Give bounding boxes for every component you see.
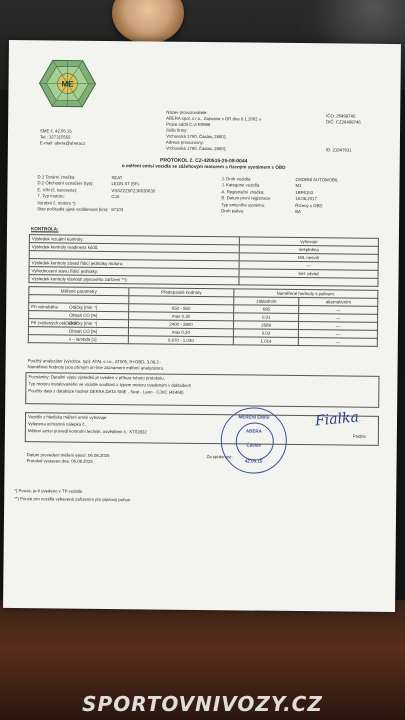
vehicle-field-value: BA <box>295 208 301 215</box>
verdict-line-1: Vozidlo z hlediska měření emisí vyhovuje <box>28 414 107 421</box>
vehicle-field-value: M1 <box>295 183 302 189</box>
control-label: Výsledek kontroly readiness kódů: <box>29 243 239 253</box>
vehicle-field-label: Výrobní č. motoru *): <box>37 199 77 206</box>
group-label: Při volnoběhu <box>31 303 59 309</box>
vehicle-field-value: 87103 <box>111 207 124 213</box>
control-value: --- <box>239 261 378 270</box>
remarks-line-1: Poznámky: Detailní výpis výsledků je uveden v příloze tohoto protokolu. <box>28 374 165 381</box>
vehicle-field-value: CJX <box>111 194 120 200</box>
provider-dic: DIČ: CZ26498745 <box>326 119 361 125</box>
control-value: nesplněno <box>239 245 378 254</box>
seat-label: Sídlo firmy: <box>166 127 188 133</box>
handwritten-signature: Fialka <box>314 409 360 430</box>
control-value <box>239 277 378 286</box>
vehicle-field-value: LEON ST (5F) <box>111 181 139 187</box>
protocol-title: PROTOKOL č. CZ-420515-25-08-0044 <box>160 157 248 165</box>
office-label: Adresa provozovny: <box>165 139 204 146</box>
official-stamp: MĚŘENÍ EMISÍ ABERA Čáslav 42.05.15 <box>220 407 287 474</box>
vehicle-field-label: Typ emisního systému: <box>221 201 266 208</box>
parameter-name: λ – lambda [1] <box>68 336 97 342</box>
vehicle-field-label: 7. Typ motoru: <box>37 193 65 199</box>
prescribed-value: max 0.20 <box>128 328 233 337</box>
parameter-name: Otáčky [min⁻¹] <box>69 320 98 326</box>
control-label: Výsledek kontroly závad řídicí jednotky motoru: <box>29 259 239 269</box>
office-address: Vrchovská 1760, Čáslav, 28601 <box>165 145 227 152</box>
footnote-1: *) Pouze, je-li uvedeno v TP vozidla <box>14 488 82 494</box>
remarks-line-3: Použity data z databáze hodnot DEKRA DATA SME - Seat - Leon - CJXC (41468) <box>28 388 184 395</box>
svg-text:ME: ME <box>61 79 74 89</box>
prescribed-value: 0.970 - 1.030 <box>128 336 233 345</box>
measured-alt-value: --- <box>299 322 378 331</box>
prescribed-value: 650 - 850 <box>129 304 234 313</box>
protocol-subtitle: o měření emisí vozidla se zážehovým motorem s řízeným systémem s OBD <box>121 163 286 170</box>
provider-label: Název provozovatele: <box>166 109 208 116</box>
emission-protocol-document <box>3 40 401 612</box>
emission-logo-icon <box>38 58 97 109</box>
analyzer-line: Použitý analyzátor (výrobce, typ): ATAL s.r.o., AT505, R+OBD, 3.08.3 - <box>27 358 162 365</box>
footnote-2: **) Pouze pro vozidla vybavená zařízením pro plynový pohon <box>14 496 131 503</box>
measured-base-value: 1.014 <box>233 337 298 346</box>
control-heading: KONTROLA: <box>30 226 59 232</box>
measured-base-value: 0.02 <box>233 329 298 338</box>
header-alt-fuel: alternativním <box>299 298 378 307</box>
measured-alt-value: --- <box>299 338 378 347</box>
remarks-line-2: Typ motoru instalovaného ve vozidle souhlasí s typem motoru uvedeným v dokladech <box>28 381 192 388</box>
measured-alt-value: --- <box>299 314 378 323</box>
vehicle-field-label: D.2 Obchodní označení (typ): <box>37 180 94 187</box>
provider-ico: IČO: 26498745 <box>326 113 356 119</box>
signature-label: Podpis <box>352 433 367 439</box>
parameter-cell <box>28 335 128 344</box>
control-label: Výsledek vizuální kontroly: <box>29 235 239 245</box>
parameter-name: Obsah CO [%] <box>68 328 98 334</box>
verdict-line-3: Měření emisí provedl kontrolní technik, osvědčení č.: KT02832 <box>27 428 147 435</box>
measured-alt-value: --- <box>299 306 378 315</box>
control-label: Vyhodnocení stavu řídicí jednotky: <box>29 267 239 277</box>
vehicle-field-label: Stav počítadla ujeté vzdálenosti (km): <box>37 206 109 213</box>
issuer-phone: Tel.: 327315555 <box>39 134 71 140</box>
measurement-date: Datum provedení měření emisí: 06.08.2025 <box>26 452 110 459</box>
vehicle-field-label: D.1 Tovární značka: <box>37 174 76 180</box>
measured-note: Naměřené hodnoty jsou přímým on-line záznamem měření analyzátoru. <box>27 364 165 371</box>
correctness-label: Za správnost: <box>206 454 233 460</box>
provider-court: Praze oddíl C,vl.R0988 <box>166 121 211 128</box>
group-label: Při zvýšených otáčkách <box>31 319 77 326</box>
vehicle-field-label: J. Kategorie vozidla: <box>221 182 261 188</box>
control-table <box>28 234 378 287</box>
verdict-line-2: Vylepena ochranná nálepka č. <box>27 421 86 427</box>
header-prescribed: Předepsané hodnoty <box>129 288 234 297</box>
prescribed-value: 2400 - 2800 <box>128 320 233 329</box>
issuer-email: E-mail: abera@aheracz <box>39 140 86 146</box>
vehicle-field-value: 16.08.2017 <box>295 196 317 202</box>
measured-base-value: 0.01 <box>234 313 299 322</box>
header-parameters: Měřené parametry <box>29 287 129 296</box>
parameter-name: Obsah CO [%] <box>69 312 98 318</box>
header-base-fuel: základním <box>234 297 299 306</box>
measured-base-value: 695 <box>234 305 299 314</box>
vehicle-field-label: A. Registrační značka: <box>221 188 265 195</box>
provider-name: ABERA spol. s r.o., Zapsána v OR dne 8.1.2002 v <box>166 115 262 122</box>
vehicle-field-label: B. Datum první registrace: <box>221 195 272 201</box>
sme-number: SME č. 42.05.15 <box>40 128 72 134</box>
measured-base-value: 2589 <box>233 321 298 330</box>
site-watermark: SPORTOVNIVOZY.CZ <box>82 692 323 716</box>
vehicle-field-value: SEAT <box>111 175 123 181</box>
vehicle-field-value: VSSZZZ5FZJR030630 <box>111 187 156 194</box>
vehicle-field-label: E. VIN (č. karoserie): <box>37 187 78 193</box>
vehicle-field-label: Druh paliva: <box>221 208 245 214</box>
seat-address: Vrchovská 1760, Čáslav, 28601 <box>165 133 227 140</box>
control-value: vyhovuje <box>239 237 378 246</box>
control-value: MIL nesvítí <box>239 253 378 262</box>
provider-id: ID: 21847631 <box>325 147 352 153</box>
vehicle-field-value: Řízený s OBD <box>295 202 323 208</box>
vehicle-field-value: OSOBNÍ AUTOMOBIL <box>295 176 339 183</box>
control-value: bez závad <box>239 269 378 278</box>
measured-alt-value: --- <box>299 330 378 339</box>
parameter-name: Otáčky [min⁻¹] <box>69 304 98 310</box>
vehicle-field-value: 1BP6153 <box>295 189 314 195</box>
prescribed-value: max 0.30 <box>129 312 234 321</box>
control-label: Výsledek kontroly těsnosti plynového zařízení **): <box>29 275 239 285</box>
measurement-table <box>28 286 379 347</box>
vehicle-field-label: J. Druh vozidla: <box>221 176 252 182</box>
issue-date: Protokol vystaven dne: 06.08.2025 <box>26 458 93 464</box>
header-measured: Naměřené hodnoty s palivem: <box>234 289 378 299</box>
